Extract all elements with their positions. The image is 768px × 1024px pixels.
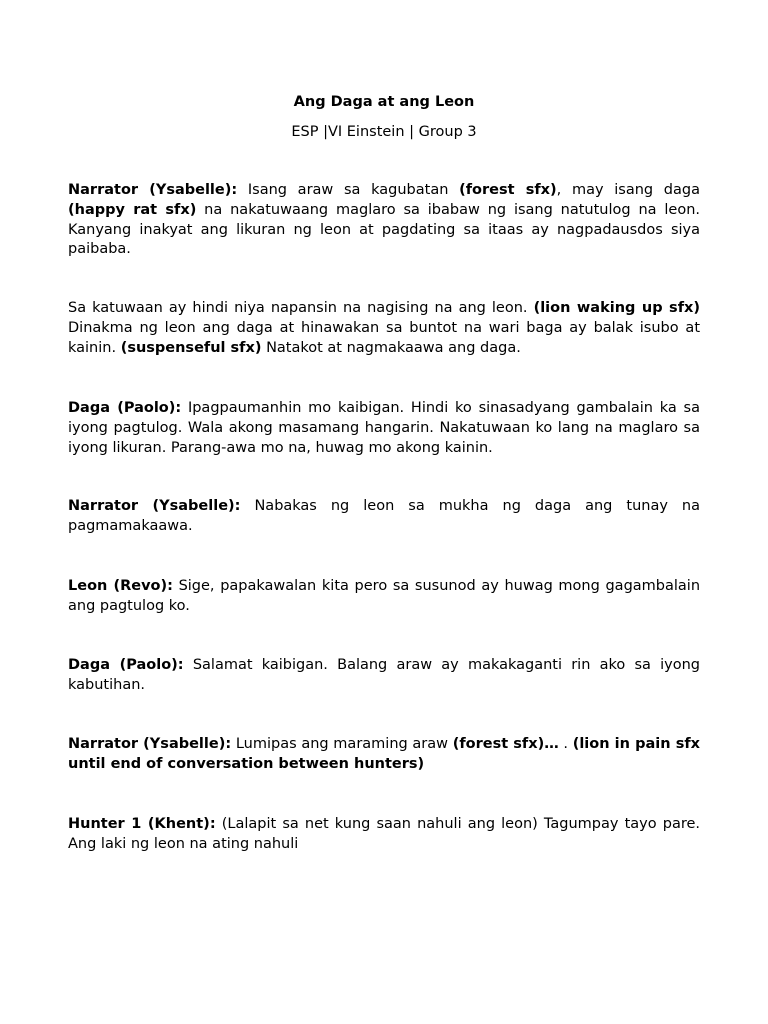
paragraph-daga-thanks	[68, 656, 700, 696]
paragraph-leon-reply	[68, 577, 700, 617]
paragraph-narrator-days-pass	[68, 735, 700, 775]
paragraph-narrator-mercy	[68, 497, 700, 537]
paragraph-narrator-opening	[68, 181, 700, 260]
document-subtitle: ESP |VI Einstein | Group 3	[291, 124, 477, 140]
text-segment: na nakatuwaang maglaro sa ibabaw ng isang natutulog na leon. Kanyang inakyat ang likuran ng leon at pagdating sa itaas ay nagpadausdos siya paibaba.	[68, 201, 701, 258]
paragraph-lion-wakes	[68, 299, 700, 358]
text-segment: Salamat kaibigan. Balang araw ay makakaganti rin ako sa iyong kabutihan.	[68, 657, 700, 693]
bold-text-segment: Hunter 1 (Khent):	[68, 816, 216, 832]
bold-text-segment: Narrator (Ysabelle):	[68, 498, 241, 514]
bold-text-segment: Leon (Revo):	[68, 578, 173, 594]
bold-text-segment: (happy rat sfx)	[68, 201, 197, 218]
paragraph-daga-plea	[68, 399, 700, 458]
text-segment: Sa katuwaan ay hindi niya napansin na nagising na ang leon.	[68, 300, 534, 316]
text-segment: .	[558, 736, 573, 752]
text-segment: Dinakma ng leon ang daga at hinawakan sa buntot na wari baga ay balak isubo at kainin.	[68, 319, 700, 356]
bold-text-segment: (forest sfx)…	[452, 736, 559, 752]
text-segment: (Lalapit sa net kung saan nahuli ang leon) Tagumpay tayo pare. Ang laki ng leon na ating nahuli	[68, 816, 701, 852]
bold-text-segment: Narrator (Ysabelle):	[68, 182, 238, 198]
text-segment: Ipagpaumanhin mo kaibigan. Hindi ko sinasadyang gambalain ka sa iyong pagtulog. Wala akong masamang hangarin. Nakatuwaan ko lang na maglaro sa iyong likuran. Parang-awa mo na, huwag mo akong kainin.	[68, 400, 700, 456]
text-segment: Natakot at nagmakaawa ang daga.	[261, 339, 521, 356]
text-segment: Lumipas ang maraming araw	[231, 736, 453, 752]
text-segment: , may isang daga	[556, 182, 700, 198]
text-segment: Sige, papakawalan kita pero sa susunod ay huwag mong gagambalain ang pagtulog ko.	[68, 578, 701, 614]
bold-text-segment: Narrator (Ysabelle):	[68, 736, 232, 752]
bold-text-segment: (lion in pain sfx until end of conversation between hunters)	[68, 736, 700, 772]
bold-text-segment: Daga (Paolo):	[68, 657, 184, 673]
text-segment: Nabakas ng leon sa mukha ng daga ang tunay na pagmamakaawa.	[68, 498, 700, 534]
bold-text-segment: Daga (Paolo):	[68, 400, 182, 416]
bold-text-segment: (lion waking up sfx)	[533, 300, 700, 316]
document-title: Ang Daga at ang Leon	[293, 94, 475, 110]
paragraph-hunter-1	[68, 815, 700, 855]
text-segment: Isang araw sa kagubatan	[237, 182, 460, 198]
bold-text-segment: (suspenseful sfx)	[120, 339, 262, 356]
bold-text-segment: (forest sfx)	[459, 182, 557, 198]
